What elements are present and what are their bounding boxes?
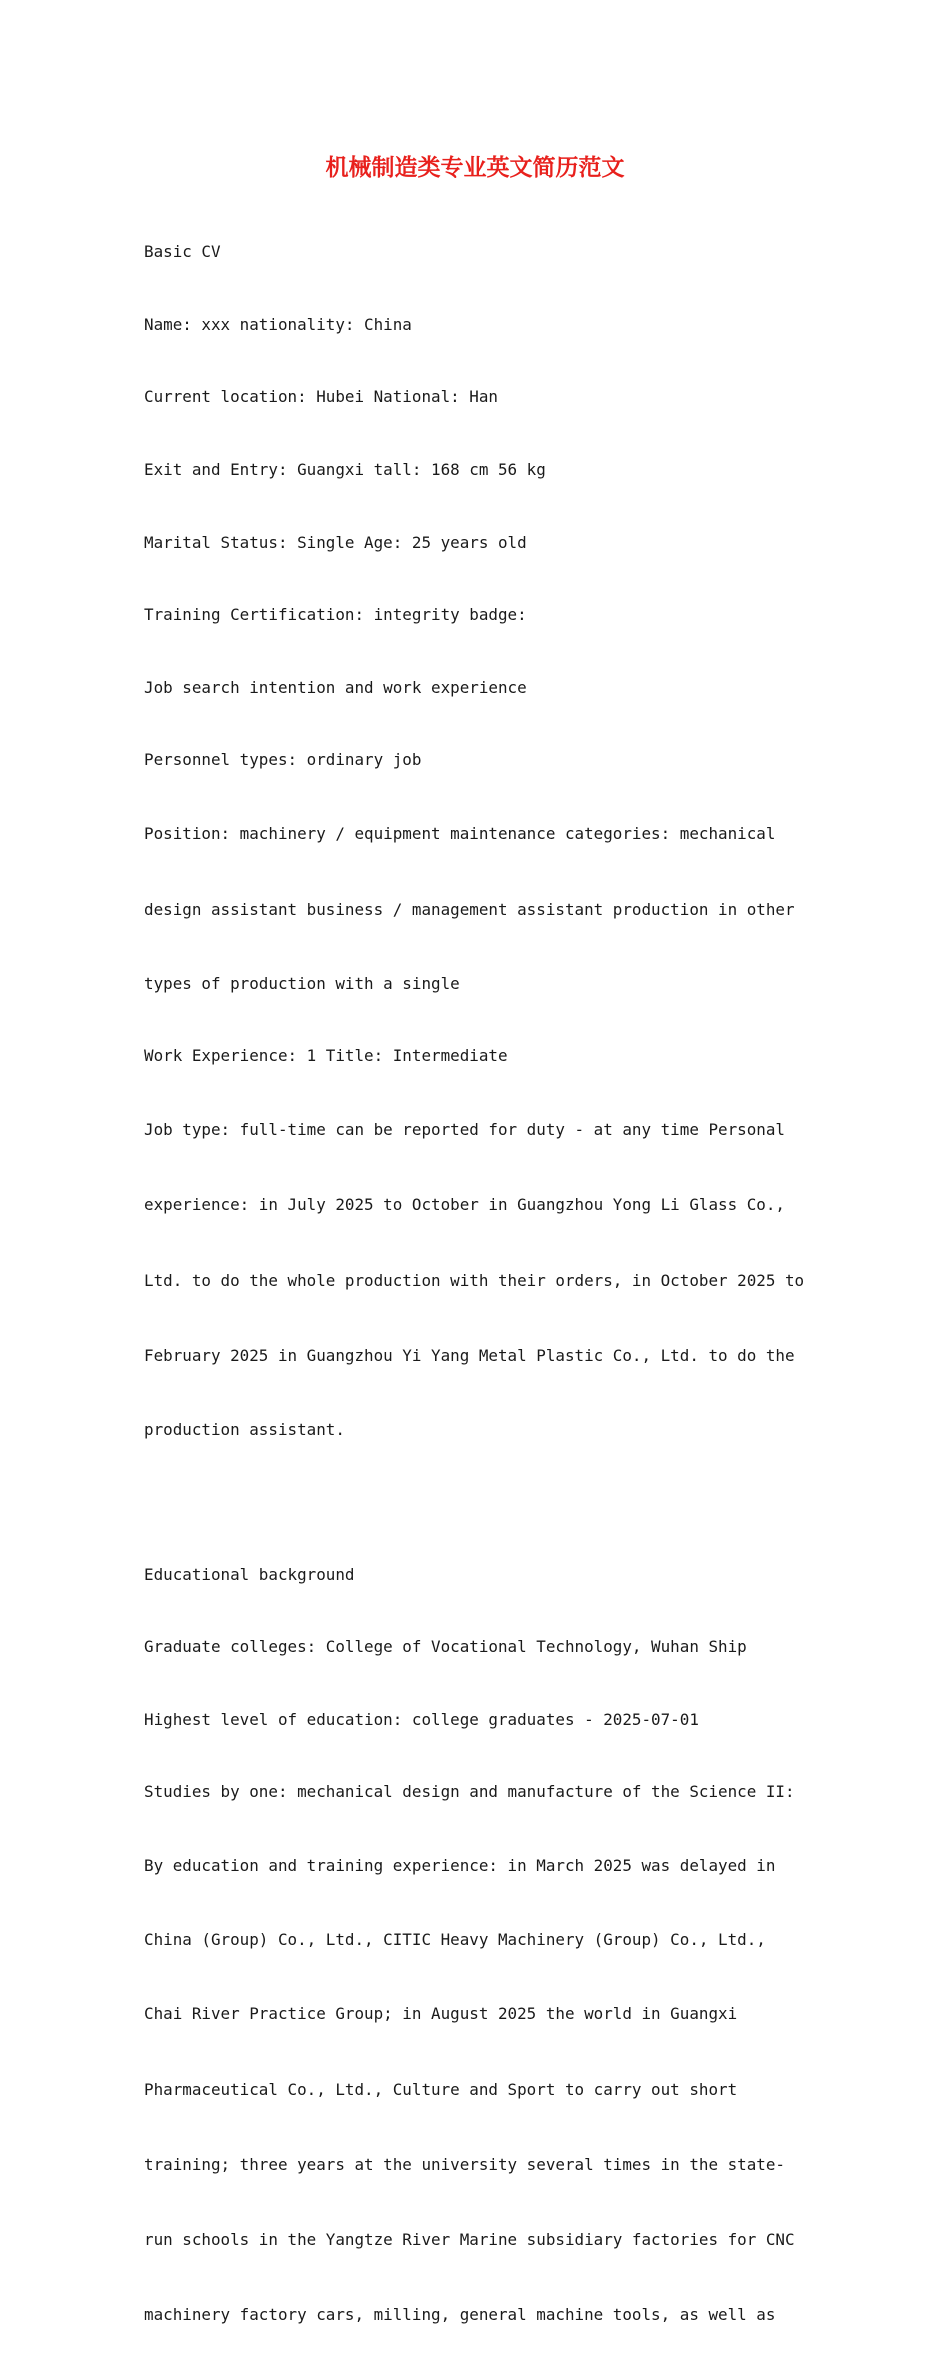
- document-title: 机械制造类专业英文简历范文: [325, 154, 625, 181]
- section-heading-education: Educational background: [144, 1564, 355, 1584]
- blank-line: [144, 1485, 809, 1519]
- text-line: February 2025 in Guangzhou Yi Yang Metal Plastic Co., Ltd. to do the: [144, 1346, 795, 1366]
- text-line: experience: in July 2025 to October in Guangzhou Yong Li Glass Co.,: [144, 1195, 785, 1215]
- text-line: design assistant business / management assistant production in other: [144, 899, 795, 919]
- text-line: Personnel types: ordinary job: [144, 750, 422, 770]
- text-line: Position: machinery / equipment maintenance categories: mechanical: [144, 824, 776, 844]
- text-line: production assistant.: [144, 1420, 345, 1440]
- text-line: machinery factory cars, milling, general machine tools, as well as: [144, 2305, 776, 2325]
- text-line: Pharmaceutical Co., Ltd., Culture and Sport to carry out short: [144, 2079, 738, 2099]
- text-line: Ltd. to do the whole production with their orders, in October 2025 to: [144, 1270, 805, 1290]
- text-line: Marital Status: Single Age: 25 years old: [144, 532, 527, 552]
- text-line: China (Group) Co., Ltd., CITIC Heavy Machinery (Group) Co., Ltd.,: [144, 1930, 766, 1950]
- text-line: Chai River Practice Group; in August 2025 the world in Guangxi: [144, 2004, 738, 2024]
- text-line: Graduate colleges: College of Vocational Technology, Wuhan Ship: [144, 1637, 747, 1657]
- text-line: By education and training experience: in March 2025 was delayed in: [144, 1856, 776, 1876]
- text-line: Highest level of education: college graduates - 2025-07-01: [144, 1709, 699, 1729]
- text-line: Studies by one: mechanical design and manufacture of the Science II:: [144, 1782, 795, 1802]
- text-line: Current location: Hubei National: Han: [144, 387, 498, 407]
- section-heading-job-search: Job search intention and work experience: [144, 677, 527, 697]
- text-line: Job type: full-time can be reported for duty - at any time Personal: [144, 1120, 785, 1140]
- document-body: [144, 197, 809, 2372]
- text-line: Exit and Entry: Guangxi tall: 168 cm 56 kg: [144, 460, 546, 480]
- text-line: types of production with a single: [144, 973, 460, 993]
- text-line: Training Certification: integrity badge:: [144, 605, 527, 625]
- text-line: Work Experience: 1 Title: Intermediate: [144, 1046, 508, 1066]
- section-heading-basic-cv: Basic CV: [144, 242, 221, 262]
- text-line: Name: xxx nationality: China: [144, 314, 412, 334]
- text-line: training; three years at the university several times in the state-: [144, 2154, 785, 2174]
- text-line: run schools in the Yangtze River Marine subsidiary factories for CNC: [144, 2230, 795, 2250]
